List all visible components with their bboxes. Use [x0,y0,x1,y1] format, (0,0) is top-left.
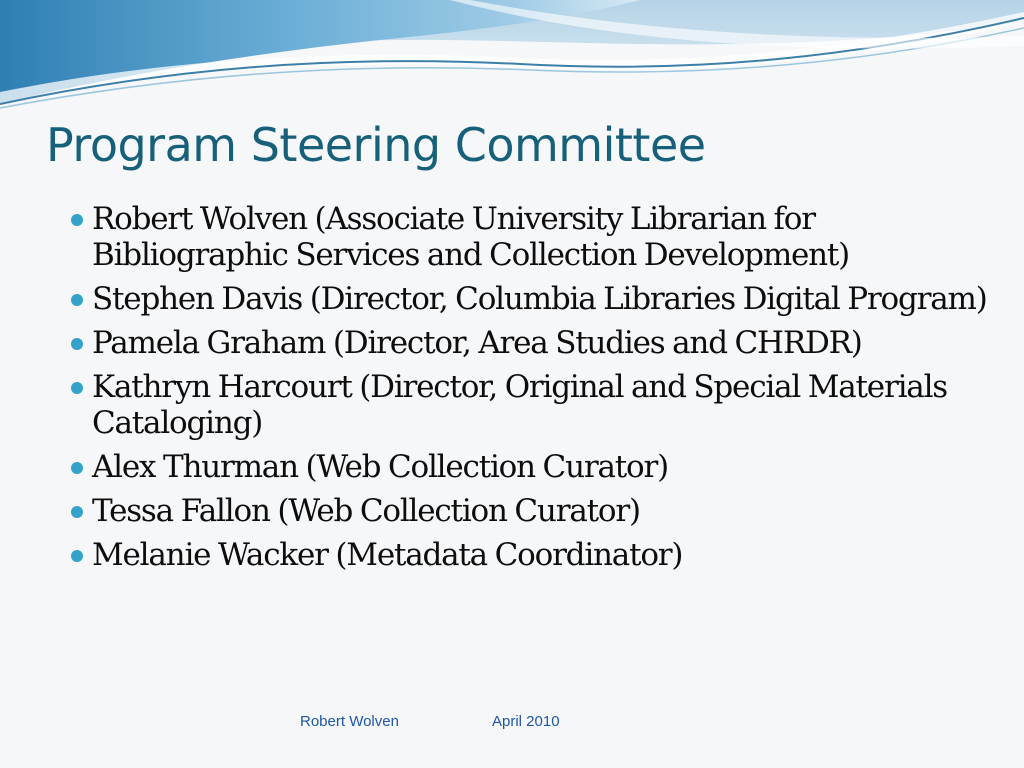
bullet-dot-icon [71,294,83,306]
bullet-text: Pamela Graham (Director, Area Studies and CHRDR) [92,325,862,361]
bullet-dot-icon [71,462,83,474]
slide-title: Program Steering Committee [46,118,706,172]
bullet-item [60,493,990,529]
bullet-text: Alex Thurman (Web Collection Curator) [92,449,668,485]
bullet-dot-icon [71,550,83,562]
bullet-dot-icon [71,214,83,226]
bullet-item [60,369,990,441]
bullet-item [60,281,990,317]
bullet-text: Robert Wolven (Associate University Librarian for Bibliographic Services and Collection Development) [92,201,850,273]
bullet-text: Tessa Fallon (Web Collection Curator) [92,493,640,529]
bullet-item [60,537,990,573]
bullet-text: Melanie Wacker (Metadata Coordinator) [92,537,683,573]
bullet-item [60,201,990,273]
bullet-dot-icon [71,382,83,394]
bullet-text: Kathryn Harcourt (Director, Original and Special Materials Cataloging) [92,369,947,441]
bullet-list [60,201,990,581]
footer-author: Robert Wolven [300,713,399,730]
footer-date: April 2010 [492,713,560,730]
bullet-dot-icon [71,338,83,350]
bullet-text: Stephen Davis (Director, Columbia Libraries Digital Program) [92,281,987,317]
wave-header-decoration [0,0,1024,120]
bullet-item [60,325,990,361]
bullet-item [60,449,990,485]
bullet-dot-icon [71,506,83,518]
